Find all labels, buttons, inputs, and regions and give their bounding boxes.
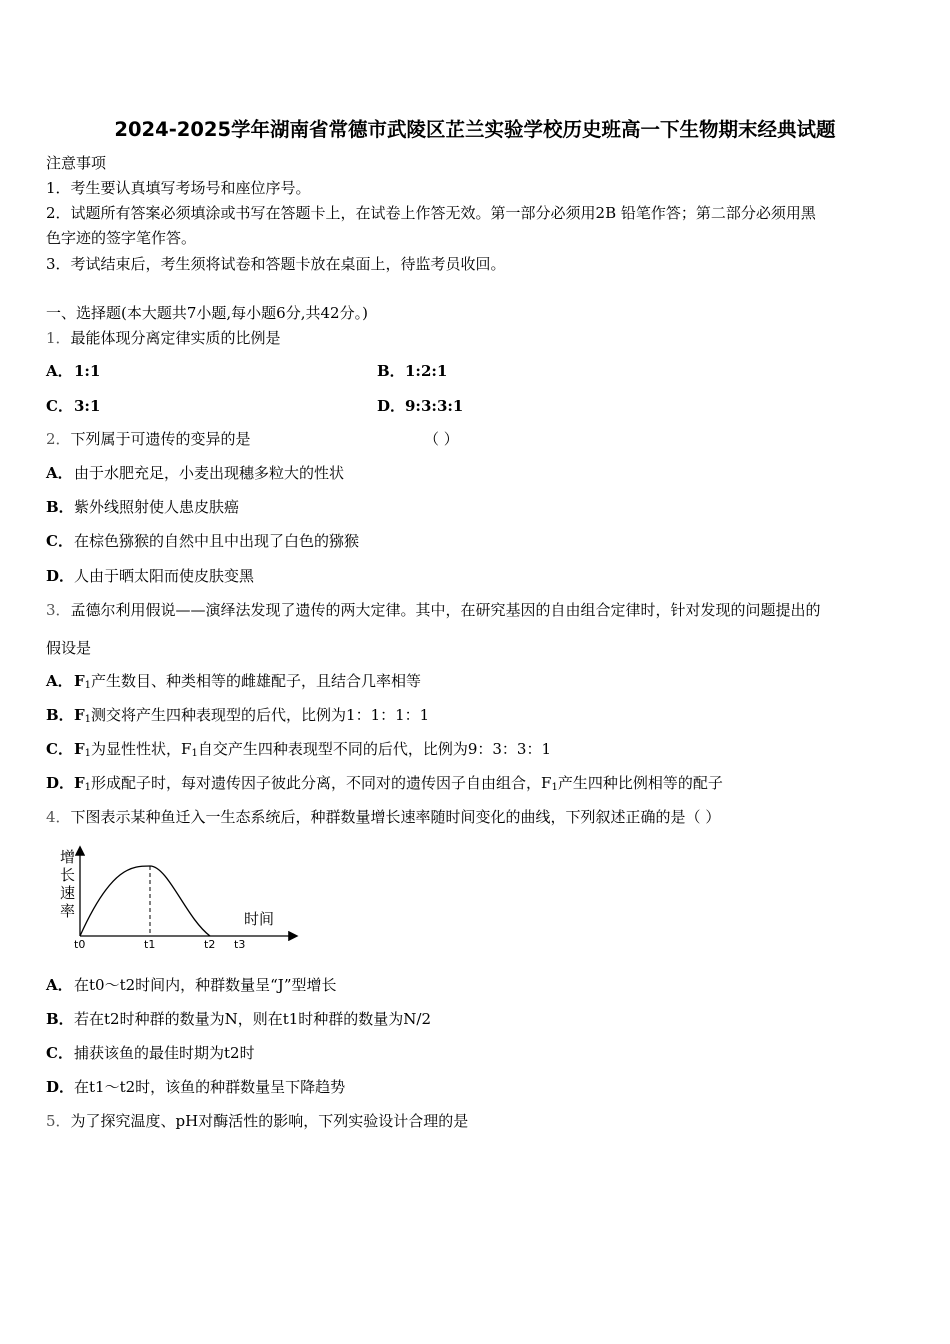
notice-item: 1．考生要认真填写考场号和座位序号。 [46, 179, 311, 197]
option-letter: C． [46, 397, 73, 415]
option-text: 在t0～t2时间内，种群数量呈“J”型增长 [74, 976, 337, 994]
tick-label-t0: t0 [74, 938, 86, 951]
option-d[interactable] [46, 1076, 345, 1097]
option-text: 为显性性状，F [91, 740, 192, 758]
option-letter: B． [377, 362, 405, 380]
option-text: 捕获该鱼的最佳时期为t2时 [74, 1044, 255, 1062]
y-axis-label-char: 率 [60, 902, 76, 920]
section-heading: 一、选择题(本大题共7小题,每小题6分,共42分。) [46, 304, 368, 322]
option-d[interactable] [46, 565, 254, 586]
question-number: 2． [46, 430, 71, 448]
option-text: 1:2:1 [405, 362, 448, 380]
option-letter: D． [46, 774, 75, 792]
option-letter: D． [46, 1078, 75, 1096]
tick-label-t1: t1 [144, 938, 156, 951]
option-a[interactable] [46, 974, 337, 995]
option-letter: A． [46, 976, 73, 994]
option-d[interactable] [377, 395, 463, 416]
f1-symbol: F [74, 774, 85, 792]
question-4 [46, 806, 720, 827]
y-axis-label-char: 长 [60, 866, 76, 884]
question-2 [46, 428, 251, 449]
growth-rate-figure [46, 840, 306, 952]
notice-item: 3．考试结束后，考生须将试卷和答题卡放在桌面上，待监考员收回。 [46, 255, 506, 273]
option-letter: C． [46, 532, 73, 550]
option-letter: A． [46, 464, 73, 482]
notice-heading: 注意事项 [46, 154, 107, 172]
question-number: 5． [46, 1112, 71, 1130]
growth-curve [80, 866, 210, 936]
option-text: 自交产生四种表现型不同的后代，比例为9：3：3：1 [197, 740, 552, 758]
question-1 [46, 327, 281, 348]
option-c[interactable] [46, 530, 359, 551]
page-title: 2024-2025学年湖南省常德市武陵区芷兰实验学校历史班高一下生物期末经典试题 [114, 118, 836, 141]
f1-symbol: F [74, 740, 85, 758]
question-stem: 为了探究温度、pH对酶活性的影响，下列实验设计合理的是 [70, 1112, 469, 1130]
question-stem-continued: 假设是 [46, 639, 92, 657]
y-axis-label-char: 增 [60, 848, 76, 866]
option-c[interactable] [46, 395, 100, 416]
option-letter: C． [46, 740, 73, 758]
question-3 [46, 599, 821, 620]
answer-bracket: （ ） [424, 430, 459, 448]
option-d[interactable] [46, 772, 723, 793]
option-a[interactable] [46, 462, 344, 483]
option-text: 9:3:3:1 [405, 397, 464, 415]
question-stem: 最能体现分离定律实质的比例是 [70, 329, 281, 347]
tick-label-t3: t3 [234, 938, 246, 951]
x-axis-label: 时间 [244, 910, 275, 928]
question-number: 3． [46, 601, 71, 619]
f1-subscript: 1 [191, 748, 198, 759]
question-stem: 下图表示某种鱼迁入一生态系统后，种群数量增长速率随时间变化的曲线，下列叙述正确的是（ ） [70, 808, 721, 826]
option-b[interactable] [377, 360, 447, 381]
option-text: 人由于晒太阳而使皮肤变黑 [74, 567, 255, 585]
option-text: 产生数目、种类相等的雌雄配子，且结合几率相等 [91, 672, 422, 690]
f1-subscript: 1 [84, 714, 92, 725]
option-b[interactable] [46, 704, 429, 725]
f1-subscript: 1 [84, 680, 92, 691]
option-letter: A． [46, 362, 73, 380]
option-letter: B． [46, 498, 74, 516]
f1-subscript: 1 [551, 782, 558, 793]
question-5 [46, 1110, 468, 1131]
f1-symbol: F [74, 672, 85, 690]
question-stem: 孟德尔利用假说——演绎法发现了遗传的两大定律。其中，在研究基因的自由组合定律时，针对发现的问题提出的 [70, 601, 821, 619]
option-letter: D． [377, 397, 406, 415]
option-text: 3:1 [74, 397, 101, 415]
option-letter: C． [46, 1044, 73, 1062]
option-text: 产生四种比例相等的配子 [557, 774, 723, 792]
option-text: 在棕色猕猴的自然中且中出现了白色的猕猴 [74, 532, 360, 550]
option-letter: A． [46, 672, 73, 690]
y-axis-label-char: 速 [60, 884, 76, 902]
option-c[interactable] [46, 1042, 255, 1063]
option-a[interactable] [46, 670, 421, 691]
notice-item: 色字迹的签字笔作答。 [46, 229, 197, 247]
option-text: 在t1～t2时，该鱼的种群数量呈下降趋势 [74, 1078, 346, 1096]
option-c[interactable] [46, 738, 551, 759]
f1-symbol: F [74, 706, 85, 724]
option-text: 若在t2时种群的数量为N，则在t1时种群的数量为N/2 [74, 1010, 431, 1028]
option-text: 由于水肥充足，小麦出现穗多粒大的性状 [74, 464, 345, 482]
option-letter: B． [46, 1010, 74, 1028]
option-a[interactable] [46, 360, 100, 381]
tick-label-t2: t2 [204, 938, 216, 951]
option-text: 形成配子时，每对遗传因子彼此分离，不同对的遗传因子自由组合，F [91, 774, 552, 792]
option-text: 测交将产生四种表现型的后代，比例为1：1：1：1 [91, 706, 430, 724]
f1-subscript: 1 [84, 782, 92, 793]
option-b[interactable] [46, 496, 239, 517]
notice-item: 2．试题所有答案必须填涂或书写在答题卡上，在试卷上作答无效。第一部分必须用2B 铅笔作答；第二部分必须用黑 [46, 204, 816, 222]
question-number: 4． [46, 808, 71, 826]
option-letter: D． [46, 567, 75, 585]
option-text: 1:1 [74, 362, 101, 380]
option-text: 紫外线照射使人患皮肤癌 [74, 498, 240, 516]
option-letter: B． [46, 706, 74, 724]
f1-subscript: 1 [84, 748, 92, 759]
option-b[interactable] [46, 1008, 431, 1029]
question-stem: 下列属于可遗传的变异的是 [70, 430, 251, 448]
question-number: 1． [46, 329, 71, 347]
